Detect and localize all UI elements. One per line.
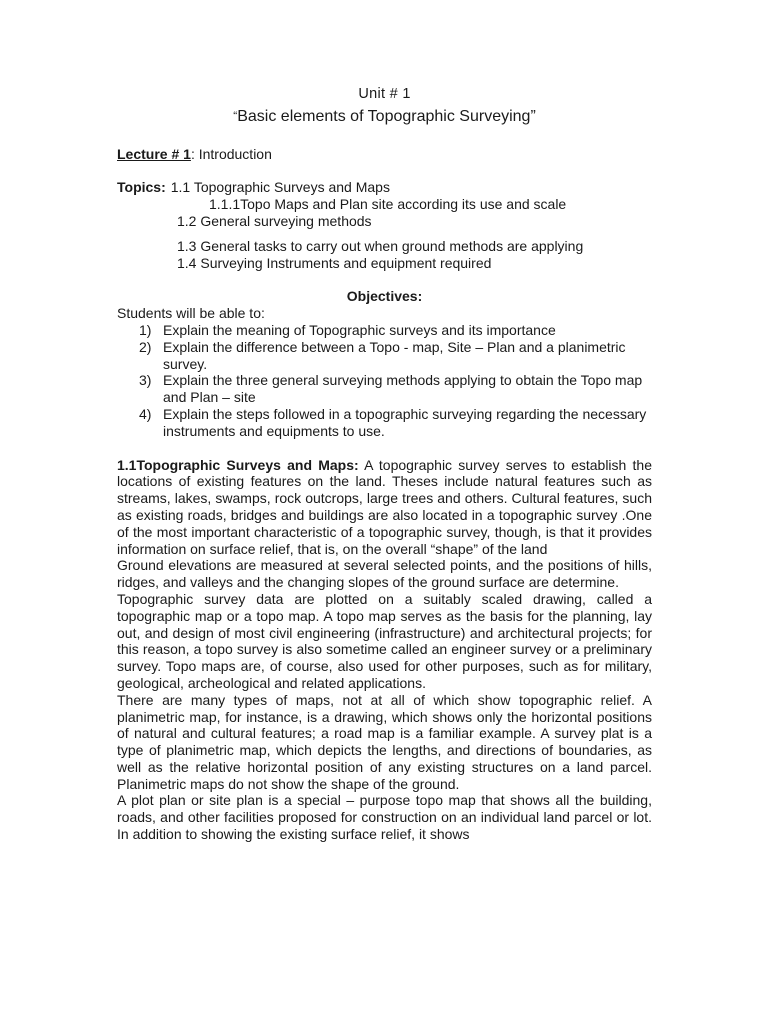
topic-1-2: 1.2 General surveying methods bbox=[177, 212, 372, 229]
objective-number: 4) bbox=[139, 405, 152, 422]
topic-1-4: 1.4 Surveying Instruments and equipment required bbox=[177, 254, 492, 271]
section-heading: 1.1Topographic Surveys and Maps: bbox=[117, 456, 359, 473]
objective-text: Explain the meaning of Topographic surveys and its importance bbox=[163, 321, 556, 338]
topic-1-3: 1.3 General tasks to carry out when ground methods are applying bbox=[177, 237, 584, 254]
objective-item bbox=[117, 372, 652, 406]
objective-text: Explain the steps followed in a topographic surveying regarding the necessary instruments and equipments to use. bbox=[163, 405, 647, 439]
section-paragraph-3: Topographic survey data are plotted on a suitably scaled drawing, called a topographic map or a topo map. A topo map serves as the basis for the planning, lay out, and design of most civil engineering (infrastructure) and architectural projects; for this reason, a topo survey is also sometime called an engineer survey or a preliminary survey. Topo maps are, of course, also used for other purposes, such as for military, geological, archeological and related applications. bbox=[117, 590, 652, 691]
title-text: Basic elements of Topographic Surveying bbox=[237, 107, 531, 125]
objective-number: 3) bbox=[139, 372, 152, 389]
objective-text: Explain the difference between a Topo - map, Site – Plan and a planimetric survey. bbox=[163, 338, 626, 372]
section-paragraph-1 bbox=[117, 457, 652, 558]
objective-item bbox=[117, 322, 652, 339]
objective-text: Explain the three general surveying methods applying to obtain the Topo map and Plan – site bbox=[163, 372, 643, 406]
unit-heading: Unit # 1 bbox=[358, 86, 411, 102]
objectives-intro: Students will be able to: bbox=[117, 305, 265, 322]
objective-number: 1) bbox=[139, 321, 152, 338]
section-paragraph-4: There are many types of maps, not at all of which show topographic relief. A planimetric map, for instance, is a drawing, which shows only the horizontal positions of natural and cultural features; a road map is a familiar example. A survey plat is a type of planimetric map, which depicts the lengths, and directions of boundaries, as well as the relative horizontal position of any existing structures on a land parcel. Planimetric maps do not show the shape of the ground. bbox=[117, 691, 652, 792]
objectives-heading: Objectives: bbox=[346, 288, 423, 305]
objectives-list bbox=[117, 322, 652, 440]
topics-label: Topics: bbox=[117, 179, 166, 196]
title-open-quote: “ bbox=[233, 108, 238, 123]
topic-1-1 bbox=[117, 179, 652, 196]
lecture-line bbox=[117, 146, 652, 163]
topic-1-1-text: 1.1 Topographic Surveys and Maps bbox=[170, 179, 390, 196]
objective-item bbox=[117, 406, 652, 440]
objective-number: 2) bbox=[139, 338, 152, 355]
lecture-label: Lecture # 1 bbox=[117, 145, 191, 162]
paragraph-text: A topographic survey serves to establish the locations of existing features on the land. Theses include natural features such as streams, lakes, swamps, rock outcrops, large trees and others. Cultural features, such as existing roads, bridges and buildings are also located in a topographic survey .One of the most important characteristic of a topographic survey, though, is that it provides information on surface relief, that is, on the overall “shape” of the land bbox=[117, 456, 653, 557]
title-close-quote: ” bbox=[530, 107, 536, 125]
document-title bbox=[117, 108, 652, 126]
section-paragraph-2: Ground elevations are measured at several selected points, and the positions of hills, ridges, and valleys and the changing slopes of the ground surface are determine. bbox=[117, 557, 652, 591]
objective-item bbox=[117, 339, 652, 373]
topic-1-1-1: 1.1.1Topo Maps and Plan site according its use and scale bbox=[209, 196, 567, 213]
document-page bbox=[117, 86, 652, 843]
topics-block bbox=[117, 179, 652, 271]
lecture-text: : Introduction bbox=[190, 145, 272, 162]
section-paragraph-5: A plot plan or site plan is a special – purpose topo map that shows all the building, roads, and other facilities proposed for construction on an individual land parcel or lot. In addition to showing the existing surface relief, it shows bbox=[117, 792, 652, 843]
